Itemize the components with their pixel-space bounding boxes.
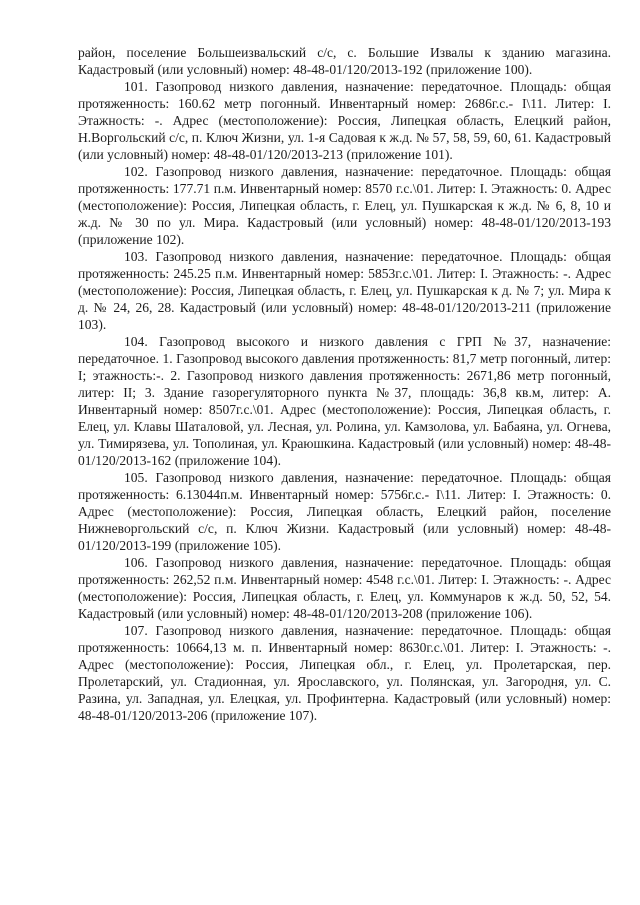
paragraph-item-103: 103. Газопровод низкого давления, назначение: передаточное. Площадь: общая протяженность: 245.25 п.м. Инвентарный номер: 5853г.с.\01. Литер: I. Этажность: -. Адрес (местоположение): Россия, Липецкая область, г. Елец, ул. Пушкарская к д. № 7; ул. Мира к д. № 24, 26, 28. Кадастровый (или условный) номер: 48-48-01/120/2013-211 (приложение 103). <box>78 249 611 332</box>
paragraph-item-105: 105. Газопровод низкого давления, назначение: передаточное. Площадь: общая протяженность: 6.13044п.м. Инвентарный номер: 5756г.с.- I\11. Литер: I. Этажность: 0. Адрес (местоположение): Россия, Липецкая область, Елецкий район, поселение Нижневоргольский с/с, п. Ключ Жизни. Кадастровый (или условный) номер: 48-48-01/120/2013-199 (приложение 105). <box>78 470 611 553</box>
paragraph-item-106: 106. Газопровод низкого давления, назначение: передаточное. Площадь: общая протяженность: 262,52 п.м. Инвентарный номер: 4548 г.с.\01. Литер: I. Этажность: -. Адрес (местоположение): Россия, Липецкая область, г. Елец, ул. Коммунаров к ж.д. 50, 52, 54. Кадастровый (или условный) номер: 48-48-01/120/2013-208 (приложение 106). <box>78 555 611 621</box>
paragraph-item-102: 102. Газопровод низкого давления, назначение: передаточное. Площадь: общая протяженность: 177.71 п.м. Инвентарный номер: 8570 г.с.\01. Литер: I. Этажность: 0. Адрес (местоположение): Россия, Липецкая область, г. Елец, ул. Пушкарская к ж.д. № 6, 8, 10 и ж.д. № 30 по ул. Мира. Кадастровый (или условный) номер: 48-48-01/120/2013-193 (приложение 102). <box>78 164 611 247</box>
document-page <box>78 44 611 724</box>
paragraph-continuation-100: район, поселение Большеизвальский с/с, с. Большие Извалы к зданию магазина. Кадастровый (или условный) номер: 48-48-01/120/2013-192 (приложение 100). <box>78 45 611 77</box>
paragraph-item-104: 104. Газопровод высокого и низкого давления с ГРП №37, назначение: передаточное. 1. Газопровод высокого давления протяженность: 81,7 метр погонный, литер: I; этажность:-. 2. Газопровод низкого давления протяженность: 2671,86 метр погонный, литер: II; 3. Здание газорегуляторного пункта №37, площадь: 36,8 кв.м, литер: А. Инвентарный номер: 8507г.с.\01. Адрес (местоположение): Россия, Липецкая область, г. Елец, ул. Клавы Шаталовой, ул. Лесная, ул. Ролина, ул. Камзолова, ул. Бабаяна, ул. Огнева, ул. Тимирязева, ул. Тополиная, ул. Краюшкина. Кадастровый (или условный) номер: 48-48-01/120/2013-162 (приложение 104). <box>78 334 611 468</box>
paragraph-item-107: 107. Газопровод низкого давления, назначение: передаточное. Площадь: общая протяженность: 10664,13 м. п. Инвентарный номер: 8630г.с.\01. Литер: I. Этажность: -. Адрес (местоположение): Россия, Липецкая обл., г. Елец, ул. Пролетарская, пер. Пролетарский, ул. Стадионная, ул. Ярославского, ул. Полянская, ул. Загородня, ул. С. Разина, ул. Западная, ул. Елецкая, ул. Профинтерна. Кадастровый (или условный) номер: 48-48-01/120/2013-206 (приложение 107). <box>78 623 611 723</box>
paragraph-item-101: 101. Газопровод низкого давления, назначение: передаточное. Площадь: общая протяженность: 160.62 метр погонный. Инвентарный номер: 2686г.с.- I\11. Литер: I. Этажность: -. Адрес (местоположение): Россия, Липецкая область, Елецкий район, Н.Воргольский с/с, п. Ключ Жизни, ул. 1-я Садовая к ж.д. № 57, 58, 59, 60, 61. Кадастровый (или условный) номер: 48-48-01/120/2013-213 (приложение 101). <box>78 79 611 162</box>
